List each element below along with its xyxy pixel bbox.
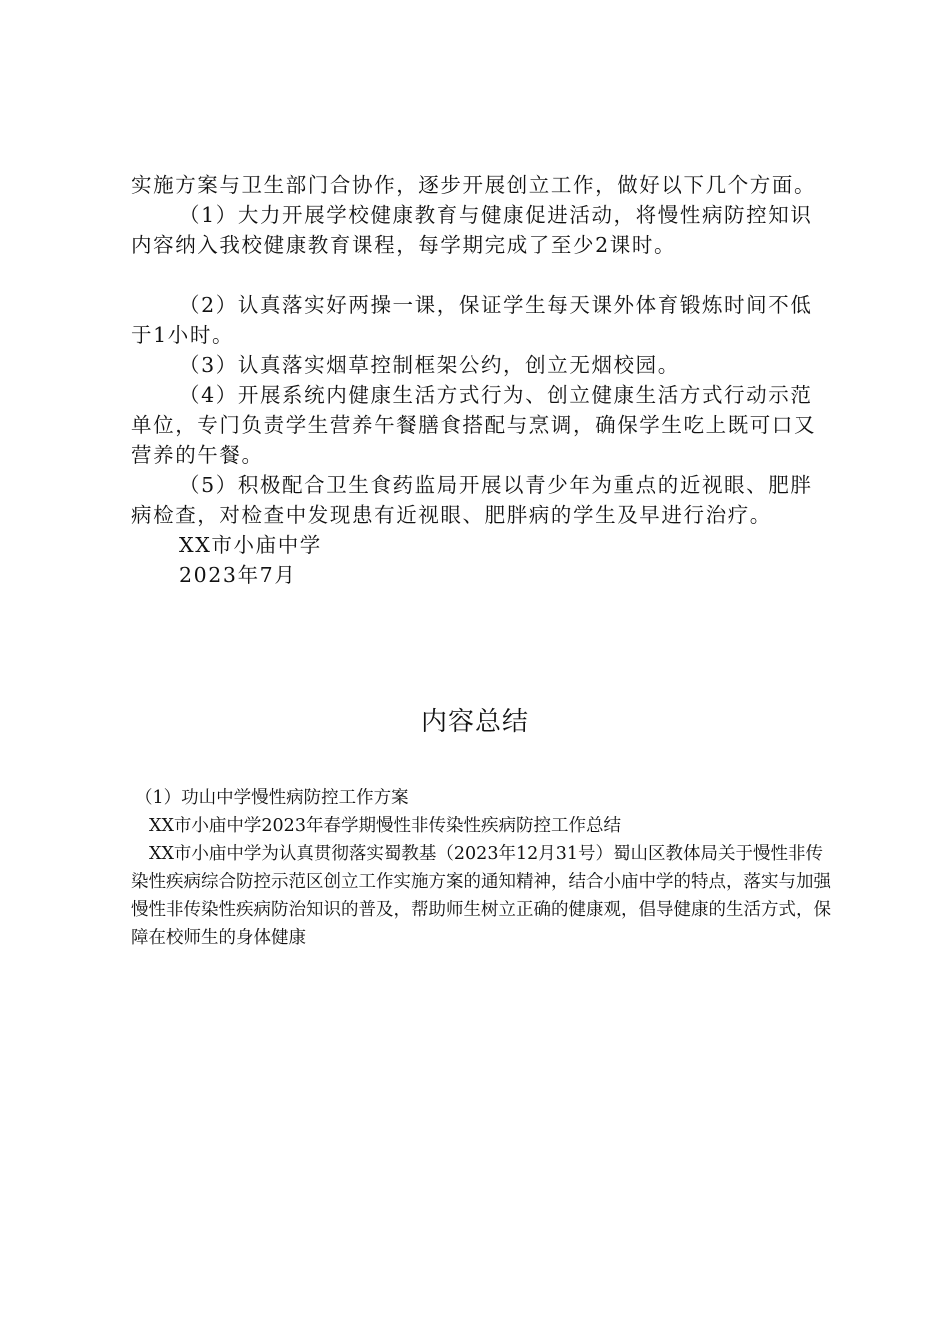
blank-line [131,260,831,290]
paragraph-item-3: （3）认真落实烟草控制框架公约，创立无烟校园。 [179,353,680,377]
paragraph-intro: 实施方案与卫生部门合协作，逐步开展创立工作，做好以下几个方面。 [131,173,817,197]
summary-section [131,784,831,952]
summary-item-2: XX市小庙中学2023年春学期慢性非传染性疾病防控工作总结 [149,816,621,836]
signature-date: 2023年7月 [179,563,297,587]
summary-title: 内容总结 [420,707,529,737]
summary-item-3: XX市小庙中学为认真贯彻落实蜀教基（2023年12月31号）蜀山区教体局关于慢性非传染性疾病综合防控示范区创立工作实施方案的通知精神，结合小庙中学的特点，落实与加强慢性非传染性疾病防治知识的普及，帮助师生树立正确的健康观，倡导健康的生活方式，保障在校师生的身体健康 [131,844,831,948]
summary-item-1: （1）功山中学慢性病防控工作方案 [135,788,409,808]
paragraph-item-2: （2）认真落实好两操一课，保证学生每天课外体育锻炼时间不低于1小时。 [131,293,813,347]
paragraph-item-1: （1）大力开展学校健康教育与健康促进活动，将慢性病防控知识内容纳入我校健康教育课程，每学期完成了至少2课时。 [131,203,813,257]
paragraph-item-5: （5）积极配合卫生食药监局开展以青少年为重点的近视眼、肥胖病检查，对检查中发现患有近视眼、肥胖病的学生及早进行治疗。 [131,473,813,527]
paragraph-item-4: （4）开展系统内健康生活方式行为、创立健康生活方式行动示范单位，专门负责学生营养午餐膳食搭配与烹调，确保学生吃上既可口又营养的午餐。 [131,383,817,467]
document-body [131,170,831,590]
signature-school: XX市小庙中学 [179,533,322,557]
